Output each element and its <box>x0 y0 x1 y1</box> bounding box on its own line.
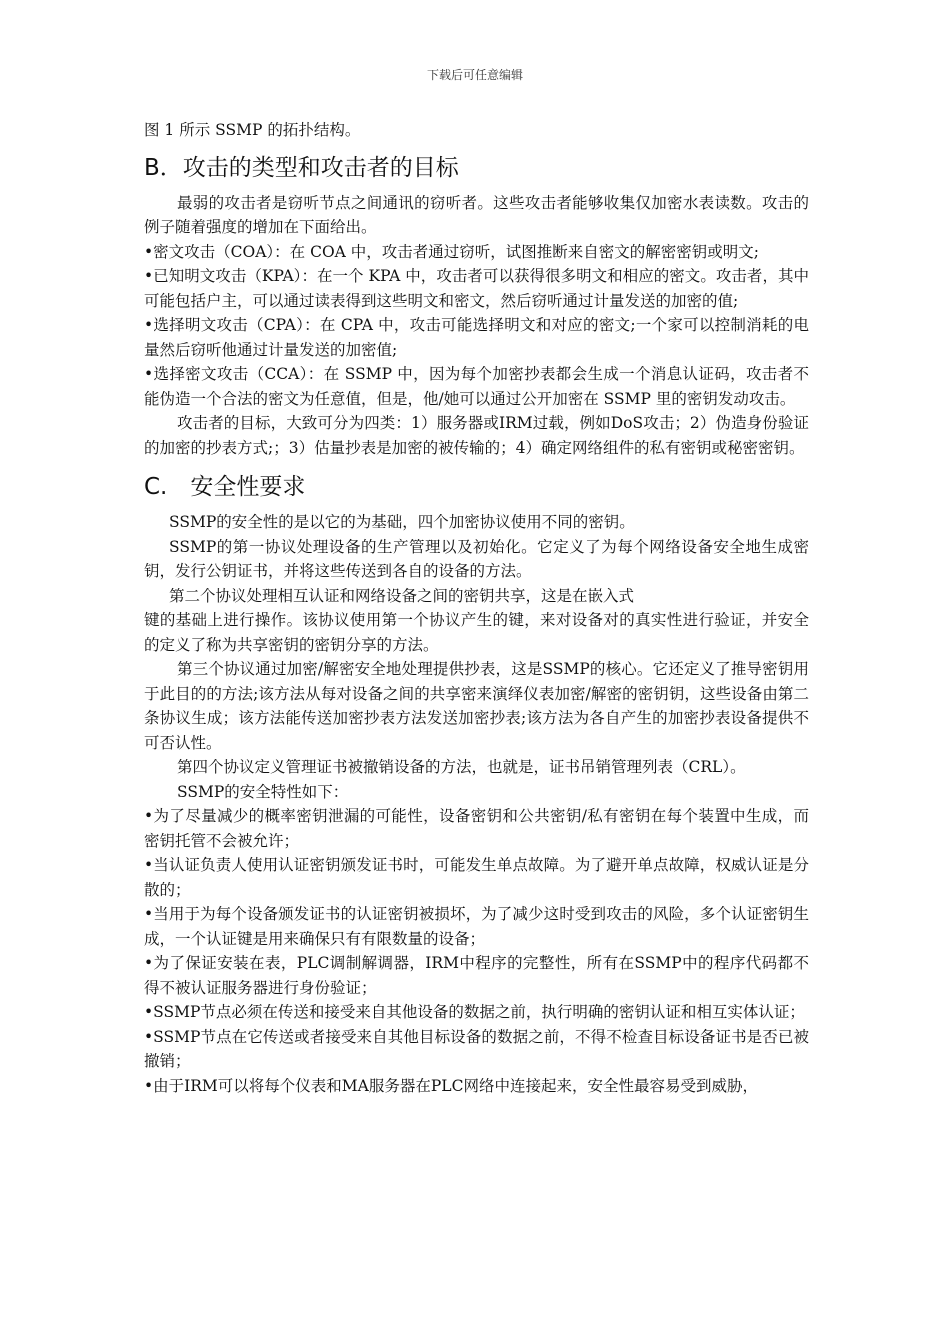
intro-line: 图 1 所示 SSMP 的拓扑结构。 <box>144 121 361 139</box>
section-c-paragraph-3-rest: 键的基础上进行操作。该协议使用第一个协议产生的键，来对设备对的真实性进行验证，并安全的定义了称为共享密钥的密钥分享的方法。 <box>144 611 809 654</box>
bullet-coa: •密文攻击（COA）：在 COA 中，攻击者通过窃听，试图推断来自密文的解密密钥或明文; <box>144 242 759 261</box>
security-bullet-2: •当认证负责人使用认证密钥颁发证书时，可能发生单点故障。为了避开单点故障，权威认证是分散的； <box>144 856 809 899</box>
page-header: 下载后可任意编辑 <box>426 68 523 82</box>
document-body <box>144 118 809 1098</box>
security-bullet-4: •为了保证安装在表，PLC调制解调器，IRM中程序的完整性，所有在SSMP中的程序代码都不得不被认证服务器进行身份验证； <box>144 954 809 997</box>
section-b-heading: B．攻击的类型和攻击者的目标 <box>144 154 459 181</box>
section-c-heading: C. 安全性要求 <box>144 474 306 500</box>
section-c-paragraph-4: 第三个协议通过加密/解密安全地处理提供抄表，这是SSMP的核心。它还定义了推导密钥用于此目的的方法;该方法从每对设备之间的共享密来演绎仪表加密/解密的密钥钥，这些设备由第二条协议生成；该方法能传送加密抄表方法发送加密抄表;该方法为各自产生的加密抄表设备提供不可否认性。 <box>144 660 809 752</box>
security-bullet-1: •为了尽量减少的概率密钥泄漏的可能性，设备密钥和公共密钥/私有密钥在每个装置中生成，而密钥托管不会被允许； <box>144 807 809 850</box>
bullet-cpa: •选择明文攻击（CPA）：在 CPA 中，攻击可能选择明文和对应的密文;一个家可以控制消耗的电量然后窃听他通过计量发送的加密值; <box>144 316 809 359</box>
section-c-paragraph-1: SSMP的安全性的是以它的为基础，四个加密协议使用不同的密钥。 <box>169 513 635 531</box>
section-c-paragraph-6: SSMP的安全特性如下： <box>177 782 349 801</box>
section-c-paragraph-5: 第四个协议定义管理证书被撤销设备的方法，也就是，证书吊销管理列表（CRL）。 <box>177 758 746 776</box>
security-bullet-5: •SSMP节点必须在传送和接受来自其他设备的数据之前，执行明确的密钥认证和相互实体认证； <box>144 1003 805 1021</box>
security-bullet-6: •SSMP节点在它传送或者接受来自其他目标设备的数据之前，不得不检查目标设备证书是否已被撤销； <box>144 1027 809 1070</box>
bullet-kpa: •已知明文攻击（KPA）：在一个 KPA 中，攻击者可以获得很多明文和相应的密文。攻击者，其中可能包括户主，可以通过读表得到这些明文和密文，然后窃听通过计量发送的加密的值; <box>144 267 809 310</box>
security-bullet-3: •当用于为每个设备颁发证书的认证密钥被损坏，为了减少这时受到攻击的风险，多个认证密钥生成，一个认证键是用来确保只有有限数量的设备； <box>144 905 809 948</box>
attacker-goals-paragraph: 攻击者的目标，大致可分为四类：1）服务器或IRM过载，例如DoS攻击；2）伪造身份验证的加密的抄表方式;；3）估量抄表是加密的被传输的；4）确定网络组件的私有密钥或秘密密钥。 <box>144 414 809 457</box>
section-c-paragraph-2: SSMP的第一协议处理设备的生产管理以及初始化。它定义了为每个网络设备安全地生成密钥，发行公钥证书，并将这些传送到各自的设备的方法。 <box>144 537 809 580</box>
section-c-paragraph-3-line1: 第二个协议处理相互认证和网络设备之间的密钥共享，这是在嵌入式 <box>169 586 635 605</box>
security-bullet-7: •由于IRM可以将每个仪表和MA服务器在PLC网络中连接起来，安全性最容易受到威胁， <box>144 1076 758 1095</box>
section-b-paragraph: 最弱的攻击者是窃听节点之间通讯的窃听者。这些攻击者能够收集仅加密水表读数。攻击的例子随着强度的增加在下面给出。 <box>144 193 809 236</box>
bullet-cca: •选择密文攻击（CCA）：在 SSMP 中，因为每个加密抄表都会生成一个消息认证码，攻击者不能伪造一个合法的密文为任意值，但是，他/她可以通过公开加密在 SSMP 里的密钥发动攻击。 <box>144 365 809 408</box>
